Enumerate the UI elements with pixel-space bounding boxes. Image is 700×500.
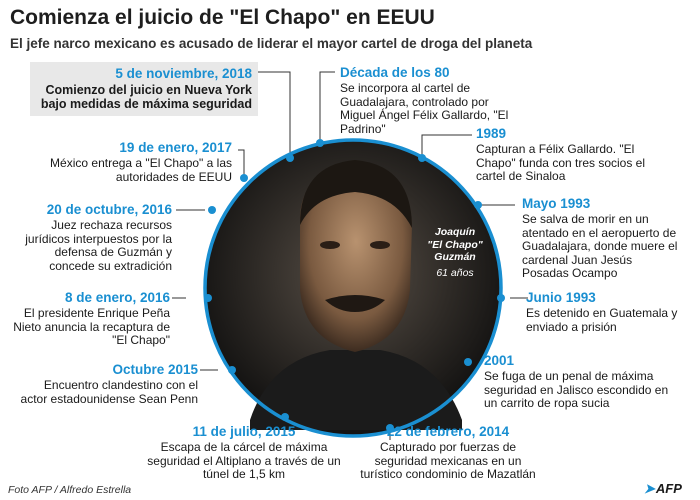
event-text: El presidente Enrique Peña Nieto anuncia la recaptura de "El Chapo"	[13, 306, 170, 347]
caption-name-line: Guzmán	[434, 251, 476, 263]
event-text: Se fuga de un penal de máxima seguridad en Jalisco escondido en un carrito de ropa sucia	[484, 369, 669, 410]
caption-name-line: Joaquín	[434, 226, 476, 238]
timeline-dot	[316, 139, 324, 147]
event-text: Escapa de la cárcel de máxima seguridad el Altiplano a través de un túnel de 1,5 km	[147, 440, 341, 481]
event-date: Octubre 2015	[112, 362, 198, 377]
event-airport-attack	[522, 196, 680, 281]
event-text: Capturado por fuerzas de seguridad mexicanas en un turístico condominio de Mazatlán	[360, 440, 536, 481]
event-text: Es detenido en Guatemala y enviado a prisión	[526, 306, 678, 334]
event-text: Capturan a Félix Gallardo. "El Chapo" funda con tres socios el cartel de Sinaloa	[476, 142, 646, 183]
timeline-dot	[240, 174, 248, 182]
timeline-dot	[204, 294, 212, 302]
event-date: 2001	[484, 353, 515, 368]
afp-logo	[644, 481, 682, 497]
page-subtitle: El jefe narco mexicano es acusado de liderar el mayor cartel de droga del planeta	[10, 36, 533, 51]
caption-age: 61 años	[436, 266, 474, 279]
timeline-dot	[208, 206, 216, 214]
photo-credit: Foto AFP / Alfredo Estrella	[8, 484, 132, 496]
event-date: 1989	[476, 126, 507, 141]
event-date: 11 de julio, 2015	[192, 424, 296, 439]
timeline-dot	[497, 294, 505, 302]
event-laundry-cart-escape	[484, 353, 680, 411]
timeline-dot	[281, 413, 289, 421]
logo-text: AFP	[655, 481, 682, 496]
event-guatemala-arrest	[526, 290, 686, 334]
connector-line	[258, 72, 290, 158]
event-recapture-announced	[8, 290, 170, 348]
event-date: Década de los 80	[340, 65, 450, 80]
page-title: Comienza el juicio de "El Chapo" en EEUU	[10, 6, 435, 29]
event-extradition-approved	[10, 202, 172, 273]
event-text: Comienzo del juicio en Nueva York bajo medidas de máxima seguridad	[40, 83, 252, 111]
event-date: Mayo 1993	[522, 196, 591, 211]
logo-arrow-icon: ➤	[644, 481, 655, 496]
timeline-dot	[286, 154, 294, 162]
event-sinaloa-founded	[476, 126, 666, 184]
event-date: 8 de enero, 2016	[64, 290, 170, 305]
event-trial-start	[30, 62, 258, 116]
caption-name-line: "El Chapo"	[427, 238, 483, 251]
event-date: 22 de febrero, 2014	[386, 424, 510, 439]
event-text: México entrega a "El Chapo" a las autoridades de EEUU	[50, 156, 232, 184]
portrait-caption	[410, 226, 500, 279]
event-sean-penn	[18, 362, 198, 406]
timeline-dot	[418, 154, 426, 162]
timeline-dot	[474, 201, 482, 209]
event-date: 19 de enero, 2017	[119, 140, 232, 155]
connector-line	[238, 150, 244, 178]
event-text: Encuentro clandestino con el actor estadounidense Sean Penn	[20, 378, 198, 406]
event-mazatlan-capture	[358, 424, 538, 482]
event-text: Juez rechaza recursos jurídicos interpuestos por la defensa de Guzmán y concede su extradición	[25, 218, 172, 273]
timeline-dot	[228, 366, 236, 374]
timeline-dot	[464, 358, 472, 366]
event-text: Se incorpora al cartel de Guadalajara, controlado por Miguel Ángel Félix Gallardo, "El Padrino"	[340, 81, 509, 136]
event-date: 20 de octubre, 2016	[46, 202, 172, 217]
event-date: Junio 1993	[526, 290, 596, 305]
event-tunnel-escape	[146, 424, 342, 482]
event-text: Se salva de morir en un atentado en el aeropuerto de Guadalajara, donde muere el cardenal Juan Jesús Posadas Ocampo	[522, 212, 678, 280]
event-extradited	[30, 140, 232, 184]
event-date: 5 de noviembre, 2018	[115, 66, 252, 81]
